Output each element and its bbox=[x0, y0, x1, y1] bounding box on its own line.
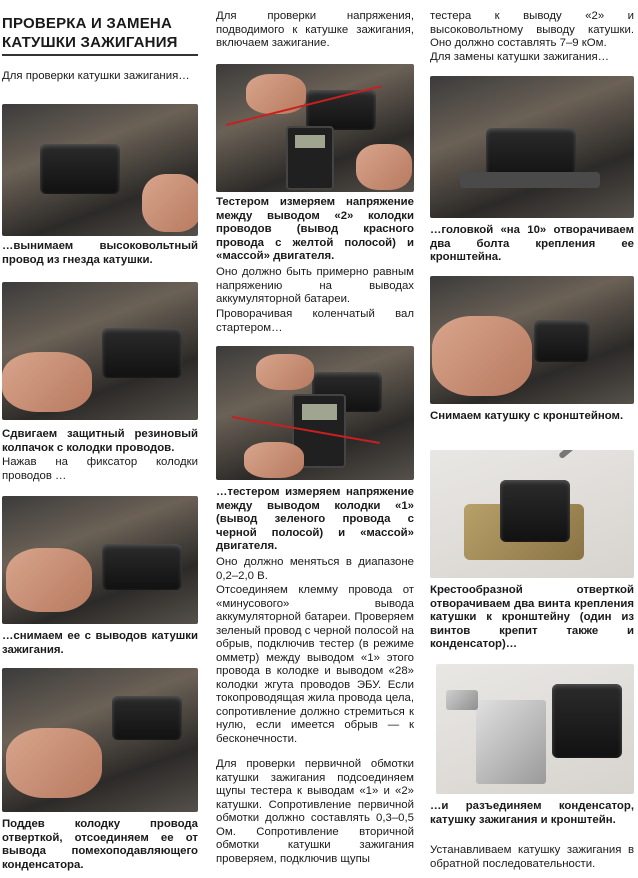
hand-image bbox=[6, 548, 92, 612]
col3-caption-2: Снимаем катушку с кронштейном. bbox=[430, 410, 624, 422]
col2-caption-1-bold: Тестером измеряем напряжение между выводом «2» колодки проводов (вывод красного провода с желтой полосой) и «массой» двигателя. bbox=[216, 196, 414, 262]
col2-body-1: Отсоединяем клемму провода от «минусового» вывода аккумуляторной батареи. Проверяем зеленый провод с черной полосой на обрыв, подключив тестер (в режиме омметр) между выводом «1» этого провода в колодке и выводом «28» колодки жгута проводов ЭБУ. Если токопроводящая жила провода цела, сопротивление должно стремиться к нулю, если имеется обрыв — к бесконечности. bbox=[216, 584, 414, 745]
screwdriver-image bbox=[558, 450, 615, 459]
photo-coil-removal bbox=[430, 276, 634, 404]
multimeter-image bbox=[286, 126, 334, 190]
col2-intro: Для проверки напряжения, подводимого к катушке зажигания, включаем зажигание. bbox=[216, 10, 414, 49]
col3-caption-1: …головкой «на 10» отворачиваем два болта крепления ее кронштейна. bbox=[430, 224, 634, 263]
col1-caption-4: Поддев колодку провода отверткой, отсоединяем ее от вывода помехоподавляющего конденсатора. bbox=[2, 818, 198, 871]
photo-rubber-cap bbox=[2, 282, 198, 420]
col2-caption-2-bold: …тестером измеряем напряжение между выводом колодки «1» (вывод зеленого провода с черной полосой) и «массой» двигателя. bbox=[216, 486, 414, 552]
ignition-coil-image bbox=[112, 696, 182, 740]
col1-intro: Для проверки катушки зажигания… bbox=[2, 70, 190, 82]
ignition-coil-image bbox=[102, 544, 182, 590]
ignition-coil-image bbox=[552, 684, 622, 758]
photo-connector-removal bbox=[2, 496, 198, 624]
col1-caption-3: …снимаем ее с выводов катушки зажигания. bbox=[2, 630, 198, 656]
col2-body-2: Для проверки первичной обмотки катушки зажигания подсоединяем щупы тестера к выводам «1» и «2» катушки. Сопротивление первичной обмотки должно составлять 0,3–0,5 Ом. Сопротивление вторичной обмотки катушки зажигания проверяем, подключив щупы bbox=[216, 758, 414, 865]
col1-caption-2-bold: Сдвигаем защитный резиновый колпачок с колодки проводов. bbox=[2, 428, 198, 454]
hand-image bbox=[6, 728, 102, 798]
column-1 bbox=[2, 0, 198, 878]
col1-caption-2-text: Нажав на фиксатор колодки проводов … bbox=[2, 456, 198, 482]
ignition-coil-image bbox=[500, 480, 570, 542]
col2-caption-1-text: Оно должно быть примерно равным напряжению на выводах аккумуляторной батареи. bbox=[216, 266, 414, 305]
column-3 bbox=[430, 0, 634, 878]
bracket-image bbox=[460, 172, 600, 188]
bracket-image bbox=[476, 700, 546, 784]
photo-coil-on-bracket bbox=[430, 450, 634, 578]
photo-hv-wire-removal bbox=[2, 104, 198, 236]
ignition-coil-image bbox=[40, 144, 120, 194]
col2-caption-1-text2: Проворачивая коленчатый вал стартером… bbox=[216, 308, 414, 334]
col1-caption-1: …вынимаем высоковольтный провод из гнезда катушки. bbox=[2, 240, 198, 266]
photo-voltage-test-2 bbox=[216, 346, 414, 480]
ignition-coil-image bbox=[102, 328, 182, 378]
hand-image bbox=[432, 316, 532, 396]
col3-caption-4-bold: …и разъединяем конденсатор, катушку зажигания и кронштейн. bbox=[430, 800, 634, 826]
col3-intro: тестера к выводу «2» и высоковольтному выводу катушки. Оно должно составлять 7–9 кОм. bbox=[430, 10, 634, 49]
photo-voltage-test-1 bbox=[216, 64, 414, 192]
photo-bracket-bolts bbox=[430, 76, 634, 218]
column-2 bbox=[216, 0, 414, 878]
photo-disassembled-parts bbox=[436, 664, 634, 794]
col3-caption-3: Крестообразной отверткой отворачиваем два винта крепления катушки к кронштейну (один из винтов крепит также и конденсатор)… bbox=[430, 584, 634, 650]
hand-image bbox=[142, 174, 198, 232]
photo-capacitor-connector bbox=[2, 668, 198, 812]
col3-caption-4-text: Устанавливаем катушку зажигания в обратной последовательности. bbox=[430, 844, 634, 870]
hand-image bbox=[256, 354, 314, 390]
hand-image bbox=[2, 352, 92, 412]
col2-caption-2-text: Оно должно меняться в диапазоне 0,2–2,0 В. bbox=[216, 556, 414, 582]
capacitor-image bbox=[446, 690, 478, 710]
ignition-coil-image bbox=[534, 320, 590, 362]
hand-image bbox=[356, 144, 412, 190]
col3-intro-2: Для замены катушки зажигания… bbox=[430, 51, 610, 63]
page-title: ПРОВЕРКА И ЗАМЕНА КАТУШКИ ЗАЖИГАНИЯ bbox=[2, 14, 198, 56]
hand-image bbox=[244, 442, 304, 478]
